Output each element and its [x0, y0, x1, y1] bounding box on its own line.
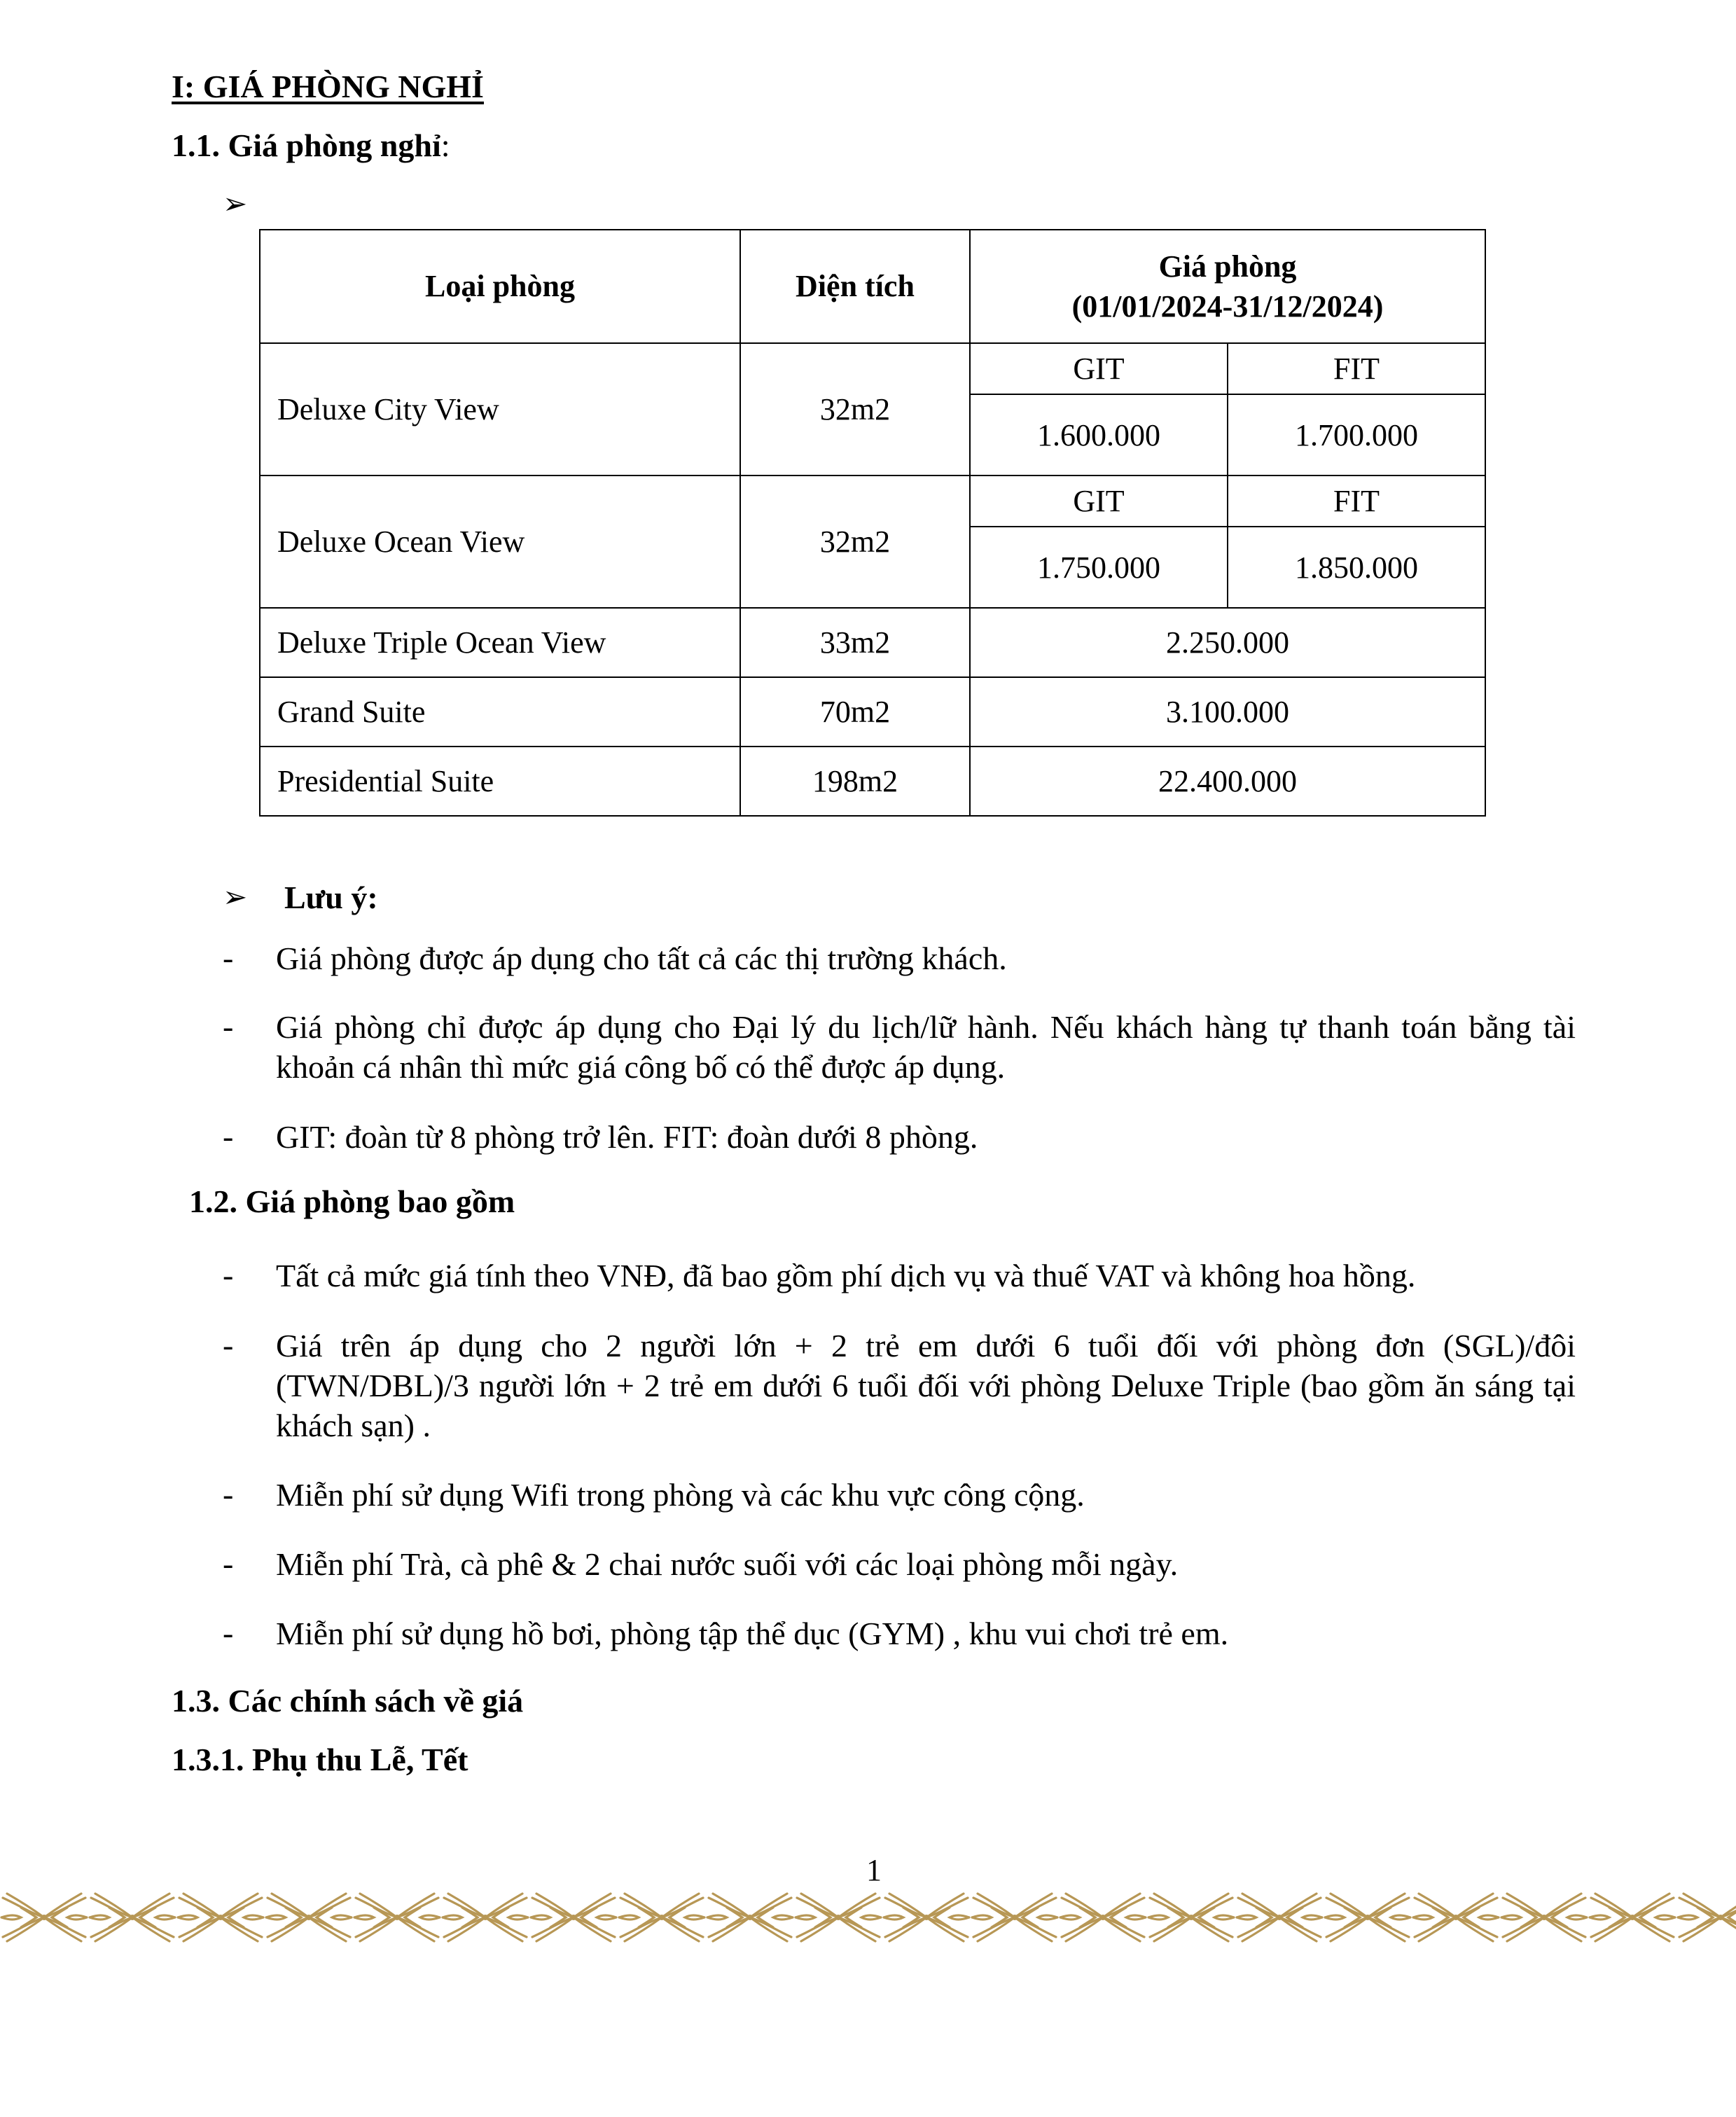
git-price-cell: 1.600.000: [970, 394, 1228, 476]
section-1-2-title: 1.2. Giá phòng bao gồm: [189, 1184, 515, 1219]
price-cell: 22.400.000: [970, 747, 1485, 816]
area-cell: 33m2: [740, 608, 970, 677]
git-label-cell: GIT: [970, 343, 1228, 394]
area-cell: 32m2: [740, 476, 970, 608]
main-heading: I: GIÁ PHÒNG NGHỈ: [172, 69, 484, 104]
dash-bullet: -: [223, 1327, 234, 1363]
note-item: Giá phòng được áp dụng cho tất cả các thị trường khách.: [276, 940, 1007, 976]
area-cell: 198m2: [740, 747, 970, 816]
price-cell: 2.250.000: [970, 608, 1485, 677]
notes-label: Lưu ý:: [284, 880, 378, 915]
header-price: [970, 230, 1485, 343]
room-type-cell: Deluxe Ocean View: [260, 476, 740, 608]
fit-price-cell: 1.850.000: [1228, 527, 1485, 608]
dash-bullet: -: [223, 1476, 234, 1512]
arrow-bullet-icon: ➢: [223, 188, 248, 221]
header-room-type: Loại phòng: [260, 230, 740, 343]
header-area: Diện tích: [740, 230, 970, 343]
included-item: Giá trên áp dụng cho 2 người lớn + 2 trẻ em dưới 6 tuổi đối với phòng đơn (SGL)/đôi (TWN/DBL)/3 người lớn + 2 trẻ em dưới 6 tuổi đối với phòng Deluxe Triple (bao gồm ăn sáng tại khách sạn) .: [276, 1328, 1576, 1443]
page-number: 1: [866, 1853, 882, 1887]
included-item: Miễn phí sử dụng hồ bơi, phòng tập thể dục (GYM) , khu vui chơi trẻ em.: [276, 1616, 1229, 1651]
included-item: Tất cả mức giá tính theo VNĐ, đã bao gồm phí dịch vụ và thuế VAT và không hoa hồng.: [276, 1258, 1416, 1293]
included-item: Miễn phí Trà, cà phê & 2 chai nước suối với các loại phòng mỗi ngày.: [276, 1546, 1179, 1582]
room-type-cell: Deluxe Triple Ocean View: [260, 608, 740, 677]
room-type-cell: Presidential Suite: [260, 747, 740, 816]
area-cell: 32m2: [740, 343, 970, 476]
git-label-cell: GIT: [970, 476, 1228, 527]
table-row: [260, 608, 1485, 677]
fit-price-cell: 1.700.000: [1228, 394, 1485, 476]
area-cell: 70m2: [740, 677, 970, 747]
dash-bullet: -: [223, 1118, 234, 1154]
section-1-1-title-text: 1.1. Giá phòng nghỉ: [172, 127, 441, 163]
section-1-1-title-colon: :: [440, 127, 450, 163]
decorative-border-icon: [0, 1891, 1736, 1944]
header-price-line1: Giá phòng: [1158, 249, 1297, 284]
included-item: Miễn phí sử dụng Wifi trong phòng và các khu vực công cộng.: [276, 1477, 1085, 1513]
git-price-cell: 1.750.000: [970, 527, 1228, 608]
price-cell: 3.100.000: [970, 677, 1485, 747]
dash-bullet: -: [223, 1615, 234, 1651]
section-1-3-1-title: 1.3.1. Phụ thu Lễ, Tết: [172, 1742, 468, 1777]
arrow-bullet-icon: ➢: [223, 882, 248, 914]
room-type-cell: Deluxe City View: [260, 343, 740, 476]
section-1-1-title: [172, 127, 450, 165]
table-row: [260, 747, 1485, 816]
header-price-line2: (01/01/2024-31/12/2024): [1071, 289, 1384, 324]
room-type-cell: Grand Suite: [260, 677, 740, 747]
fit-label-cell: FIT: [1228, 343, 1485, 394]
table-row: [260, 677, 1485, 747]
note-item: GIT: đoàn từ 8 phòng trở lên. FIT: đoàn dưới 8 phòng.: [276, 1119, 978, 1155]
note-item: Giá phòng chỉ được áp dụng cho Đại lý du lịch/lữ hành. Nếu khách hàng tự thanh toán bằng tài khoản cá nhân thì mức giá công bố có thể được áp dụng.: [276, 1009, 1576, 1085]
section-1-3-title: 1.3. Các chính sách về giá: [172, 1683, 524, 1719]
dash-bullet: -: [223, 940, 234, 976]
dash-bullet: -: [223, 1546, 234, 1581]
table-row: [260, 476, 1485, 527]
dash-bullet: -: [223, 1257, 234, 1293]
table-row: [260, 343, 1485, 394]
table-header-row: [260, 230, 1485, 343]
room-price-table: [259, 229, 1486, 817]
dash-bullet: -: [223, 1008, 234, 1044]
fit-label-cell: FIT: [1228, 476, 1485, 527]
